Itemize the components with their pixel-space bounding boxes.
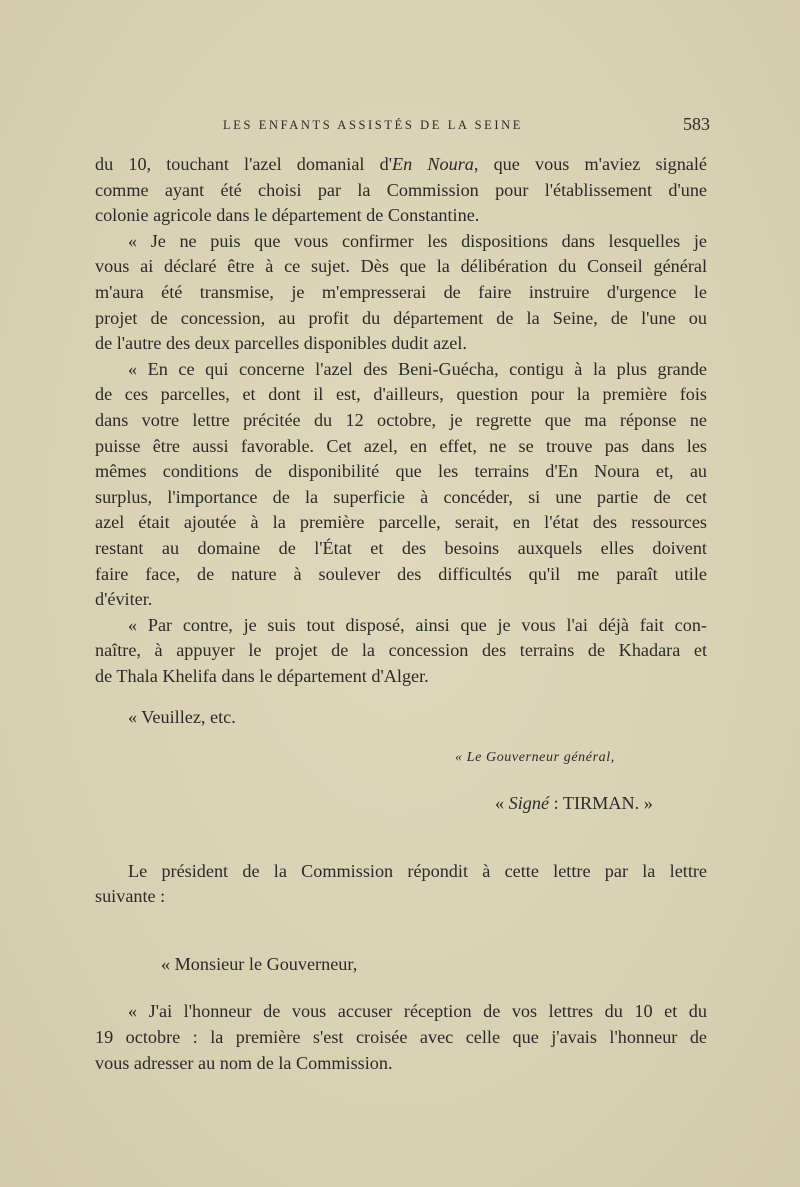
spacer bbox=[95, 769, 707, 791]
spacer bbox=[95, 910, 707, 952]
text-run: « bbox=[495, 793, 509, 814]
running-title: LES ENFANTS ASSISTÉS DE LA SEINE bbox=[223, 118, 524, 132]
page-number: 583 bbox=[683, 114, 710, 134]
salutation: « Monsieur le Gouverneur, bbox=[161, 953, 358, 974]
body-text bbox=[95, 152, 707, 1076]
text-line: 19 octobre : la première s'est croisée avec celle que j'avais l'honneur de bbox=[95, 1027, 707, 1048]
text-line: « Par contre, je suis tout disposé, ainsi que je vous l'ai déjà fait con- bbox=[128, 614, 707, 635]
text-line: comme ayant été choisi par la Commission pour l'établissement d'une bbox=[95, 179, 707, 200]
text-line: faire face, de nature à soulever des difficultés qu'il me paraît utile bbox=[95, 563, 707, 584]
text-run: , que vous m'aviez signalé bbox=[473, 154, 707, 174]
text-line: projet de concession, au profit du département de la Seine, de l'une ou bbox=[95, 307, 707, 328]
spacer bbox=[95, 817, 707, 859]
text-line: « En ce qui concerne l'azel des Beni-Guécha, contigu à la plus grande bbox=[128, 358, 707, 379]
text-line: de ces parcelles, et dont il est, d'ailleurs, question pour la première fois bbox=[95, 384, 707, 405]
spacer bbox=[95, 731, 707, 747]
text-line: naître, à appuyer le projet de la concession des terrains de Khadara et bbox=[95, 640, 707, 661]
page-header bbox=[95, 114, 710, 136]
text-line: « Je ne puis que vous confirmer les dispositions dans lesquelles je bbox=[128, 230, 707, 251]
text-run: du 10, touchant l'azel domanial d' bbox=[95, 154, 393, 174]
text-line: Le président de la Commission répondit à cette lettre par la lettre bbox=[128, 860, 707, 881]
text-line: mêmes conditions de disponibilité que les terrains d'En Noura et, au bbox=[95, 461, 707, 482]
text-line: de Thala Khelifa dans le département d'Alger. bbox=[95, 665, 429, 686]
text-run: : TIRMAN. » bbox=[549, 793, 653, 814]
text-line: m'aura été transmise, je m'empresserai de faire instruire d'urgence le bbox=[95, 281, 707, 302]
text-line: de l'autre des deux parcelles disponibles dudit azel. bbox=[95, 333, 467, 354]
spacer bbox=[95, 689, 707, 705]
text-line: surplus, l'importance de la superficie à concéder, si une partie de cet bbox=[95, 486, 707, 507]
text-line: vous ai déclaré être à ce sujet. Dès que la délibération du Conseil général bbox=[95, 256, 707, 277]
spacer bbox=[95, 977, 707, 999]
text-line: « J'ai l'honneur de vous accuser réception de vos lettres du 10 et du bbox=[128, 1001, 707, 1022]
signature-title: « Le Gouverneur général, bbox=[455, 750, 615, 766]
place-name-italic: En Noura bbox=[392, 154, 474, 174]
text-line: vous adresser au nom de la Commission. bbox=[95, 1052, 393, 1073]
text-line: restant au domaine de l'État et des besoins auxquels elles doivent bbox=[95, 537, 707, 558]
text-line: puisse être aussi favorable. Cet azel, en effet, ne se trouve pas dans les bbox=[95, 435, 707, 456]
text-line bbox=[95, 152, 707, 178]
text-line: d'éviter. bbox=[95, 589, 153, 610]
signed-word-italic: Signé bbox=[508, 793, 550, 814]
text-line: colonie agricole dans le département de Constantine. bbox=[95, 205, 480, 226]
signature bbox=[95, 791, 707, 817]
text-line: suivante : bbox=[95, 886, 166, 907]
text-line: dans votre lettre précitée du 12 octobre, je regrette que ma réponse ne bbox=[95, 409, 707, 430]
closing-line: « Veuillez, etc. bbox=[128, 707, 236, 728]
text-line: azel était ajoutée à la première parcelle, serait, en l'état des ressources bbox=[95, 512, 707, 533]
